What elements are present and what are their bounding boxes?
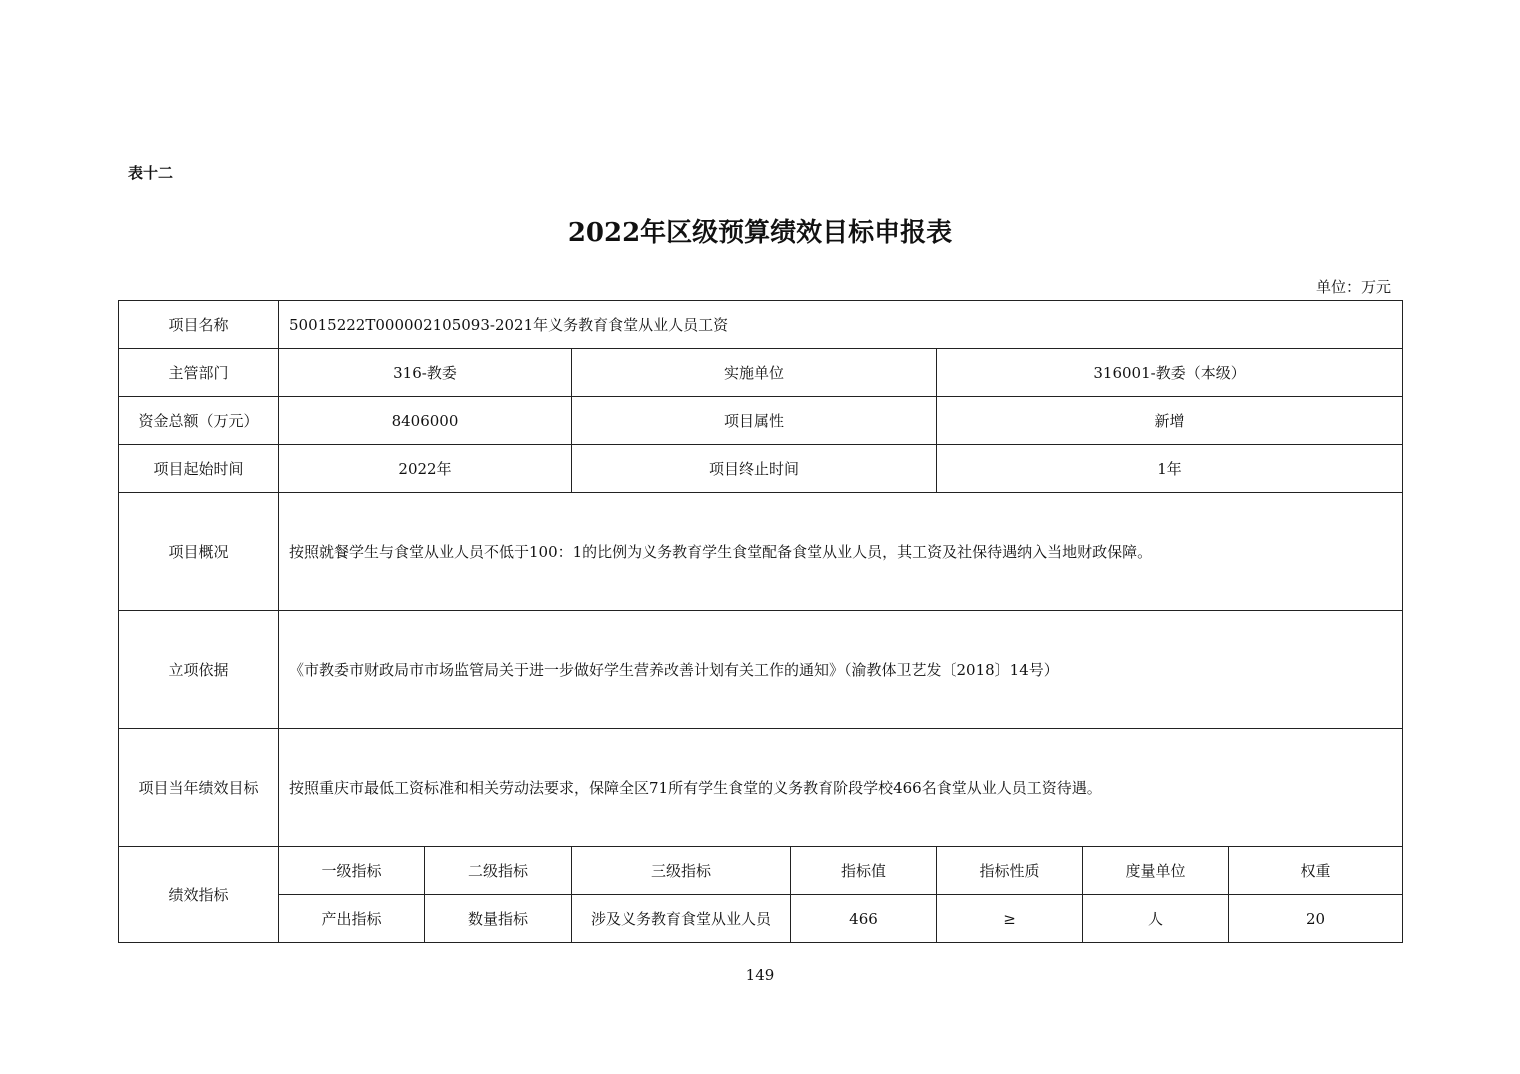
indicator-nature: ≥ bbox=[937, 895, 1083, 943]
row-time bbox=[119, 445, 1403, 493]
funds-value: 8406000 bbox=[279, 397, 572, 445]
indicator-value: 466 bbox=[791, 895, 937, 943]
header-level1: 一级指标 bbox=[279, 847, 425, 895]
goal-label: 项目当年绩效目标 bbox=[119, 729, 279, 847]
project-attr-label: 项目属性 bbox=[572, 397, 937, 445]
end-time-label: 项目终止时间 bbox=[572, 445, 937, 493]
row-project-name bbox=[119, 301, 1403, 349]
indicators-label: 绩效指标 bbox=[119, 847, 279, 943]
indicator-weight: 20 bbox=[1229, 895, 1403, 943]
row-goal bbox=[119, 729, 1403, 847]
header-level3: 三级指标 bbox=[572, 847, 791, 895]
row-department bbox=[119, 349, 1403, 397]
performance-target-table bbox=[118, 300, 1403, 943]
overview-value: 按照就餐学生与食堂从业人员不低于100：1的比例为义务教育学生食堂配备食堂从业人员，其工资及社保待遇纳入当地财政保障。 bbox=[279, 493, 1403, 611]
header-unit: 度量单位 bbox=[1083, 847, 1229, 895]
basis-label: 立项依据 bbox=[119, 611, 279, 729]
table-number: 表十二 bbox=[128, 164, 174, 182]
basis-value: 《市教委市财政局市市场监管局关于进一步做好学生营养改善计划有关工作的通知》（渝教体卫艺发〔2018〕14号） bbox=[279, 611, 1403, 729]
document-title: 2022年区级预算绩效目标申报表 bbox=[567, 218, 953, 248]
project-attr-value: 新增 bbox=[937, 397, 1403, 445]
goal-value: 按照重庆市最低工资标准和相关劳动法要求，保障全区71所有学生食堂的义务教育阶段学校466名食堂从业人员工资待遇。 bbox=[279, 729, 1403, 847]
page-number: 149 bbox=[745, 966, 775, 984]
indicator-level2: 数量指标 bbox=[425, 895, 572, 943]
impl-unit-value: 316001-教委（本级） bbox=[937, 349, 1403, 397]
funds-label: 资金总额（万元） bbox=[119, 397, 279, 445]
start-time-value: 2022年 bbox=[279, 445, 572, 493]
row-indicator-header bbox=[119, 847, 1403, 895]
header-level2: 二级指标 bbox=[425, 847, 572, 895]
overview-label: 项目概况 bbox=[119, 493, 279, 611]
project-name-label: 项目名称 bbox=[119, 301, 279, 349]
end-time-value: 1年 bbox=[937, 445, 1403, 493]
row-basis bbox=[119, 611, 1403, 729]
dept-value: 316-教委 bbox=[279, 349, 572, 397]
row-funds bbox=[119, 397, 1403, 445]
dept-label: 主管部门 bbox=[119, 349, 279, 397]
impl-unit-label: 实施单位 bbox=[572, 349, 937, 397]
indicator-level1: 产出指标 bbox=[279, 895, 425, 943]
unit-label: 单位：万元 bbox=[1315, 278, 1391, 296]
indicator-level3: 涉及义务教育食堂从业人员 bbox=[572, 895, 791, 943]
header-value: 指标值 bbox=[791, 847, 937, 895]
table-row bbox=[119, 895, 1403, 943]
start-time-label: 项目起始时间 bbox=[119, 445, 279, 493]
indicator-unit: 人 bbox=[1083, 895, 1229, 943]
header-weight: 权重 bbox=[1229, 847, 1403, 895]
project-name-value: 50015222T000002105093-2021年义务教育食堂从业人员工资 bbox=[279, 301, 1403, 349]
header-nature: 指标性质 bbox=[937, 847, 1083, 895]
row-overview bbox=[119, 493, 1403, 611]
